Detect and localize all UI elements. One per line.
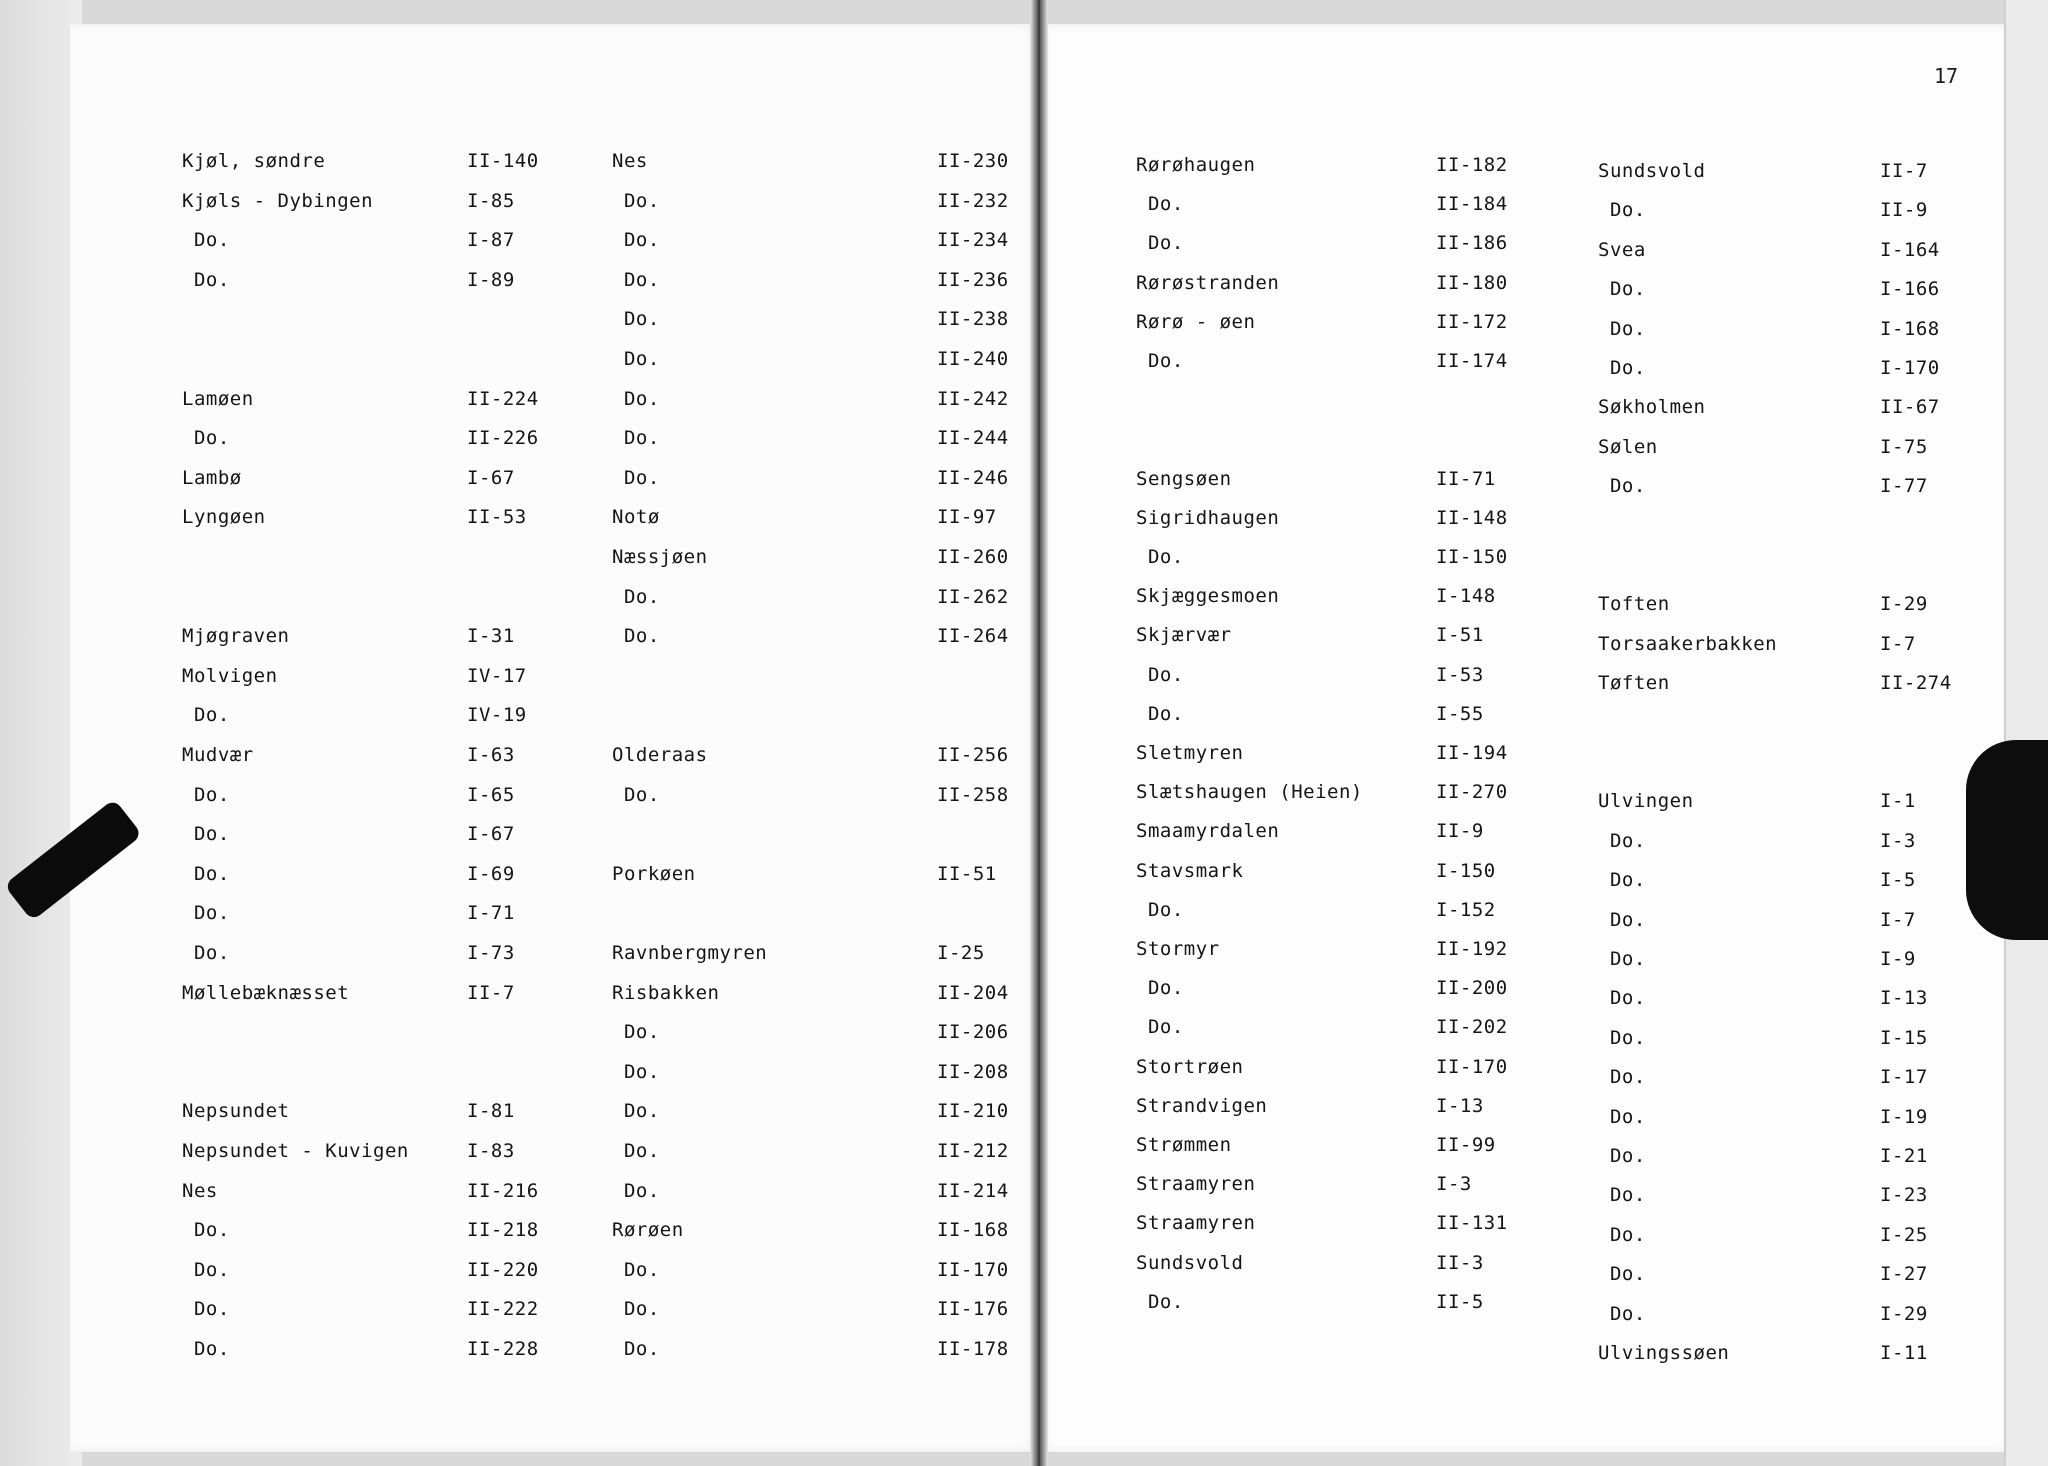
place-name: Do. xyxy=(182,823,230,846)
volume-reference: II-216 xyxy=(467,1179,539,1202)
volume-reference: I-21 xyxy=(1880,1145,1928,1167)
place-name: Do. xyxy=(1598,199,1646,222)
volume-reference: IV-19 xyxy=(467,704,527,727)
place-name: Do. xyxy=(1598,317,1646,340)
place-name: Sundsvold xyxy=(1598,160,1706,182)
volume-reference: II-182 xyxy=(1436,154,1508,176)
volume-reference: I-67 xyxy=(467,466,515,489)
volume-reference: II-172 xyxy=(1436,310,1508,333)
volume-reference: II-67 xyxy=(1880,396,1940,419)
volume-reference: II-236 xyxy=(937,268,1009,291)
book-gutter xyxy=(1030,0,1048,1466)
volume-reference: II-3 xyxy=(1436,1251,1484,1274)
volume-reference: I-23 xyxy=(1880,1184,1928,1207)
place-name: Do. xyxy=(182,229,230,252)
place-name: Risbakken xyxy=(612,981,720,1004)
volume-reference: II-140 xyxy=(467,150,539,172)
place-name: Lamøen xyxy=(182,387,254,410)
volume-reference: II-131 xyxy=(1436,1212,1508,1235)
volume-reference: I-27 xyxy=(1880,1263,1928,1286)
place-name: Torsaakerbakken xyxy=(1598,632,1778,655)
volume-reference: II-258 xyxy=(937,783,1009,806)
place-name: Do. xyxy=(182,902,230,925)
place-name: Do. xyxy=(1598,1184,1646,1207)
volume-reference: II-226 xyxy=(467,427,539,450)
place-name: Do. xyxy=(1598,869,1646,892)
place-name: Do. xyxy=(1598,475,1646,498)
place-name: Mudvær xyxy=(182,744,254,766)
place-name: Do. xyxy=(612,1179,660,1202)
place-name: Do. xyxy=(612,229,660,252)
volume-reference: II-150 xyxy=(1436,546,1508,568)
place-name: Lyngøen xyxy=(182,506,266,529)
place-name: Do. xyxy=(1598,987,1646,1010)
place-name: Mjøgraven xyxy=(182,625,290,648)
volume-reference: I-3 xyxy=(1436,1173,1472,1196)
volume-reference: II-170 xyxy=(1436,1055,1508,1078)
volume-reference: II-51 xyxy=(937,862,997,885)
place-name: Do. xyxy=(1136,1016,1184,1039)
volume-reference: II-176 xyxy=(937,1298,1009,1321)
place-name: Strandvigen xyxy=(1136,1094,1268,1117)
place-name: Do. xyxy=(1598,1263,1646,1286)
place-name: Do. xyxy=(1136,977,1184,1000)
place-name: Do. xyxy=(182,783,230,806)
place-name: Do. xyxy=(1136,898,1184,921)
volume-reference: II-240 xyxy=(937,348,1009,370)
volume-reference: I-9 xyxy=(1880,948,1916,970)
place-name: Do. xyxy=(182,268,230,291)
place-name: Næssjøen xyxy=(612,546,708,568)
volume-reference: II-246 xyxy=(937,466,1009,489)
place-name: Do. xyxy=(182,1298,230,1321)
place-name: Stortrøen xyxy=(1136,1055,1244,1078)
place-name: Nepsundet xyxy=(182,1100,290,1123)
place-name: Do. xyxy=(1598,948,1646,970)
scan-background-right xyxy=(2004,0,2048,1466)
place-name: Do. xyxy=(612,427,660,450)
volume-reference: II-222 xyxy=(467,1298,539,1321)
place-name: Smaamyrdalen xyxy=(1136,820,1280,843)
volume-reference: I-53 xyxy=(1436,663,1484,686)
place-name: Kjøl, søndre xyxy=(182,150,326,172)
volume-reference: I-1 xyxy=(1880,790,1916,813)
place-name: Rørøhaugen xyxy=(1136,154,1256,176)
place-name: Do. xyxy=(612,1298,660,1321)
volume-reference: II-210 xyxy=(937,1100,1009,1123)
place-name: Rørø - øen xyxy=(1136,310,1256,333)
volume-reference: II-212 xyxy=(937,1140,1009,1162)
place-name: Do. xyxy=(1136,232,1184,255)
place-name: Stavsmark xyxy=(1136,859,1244,882)
volume-reference: II-180 xyxy=(1436,271,1508,294)
volume-reference: II-194 xyxy=(1436,742,1508,764)
place-name: Sundsvold xyxy=(1136,1251,1244,1274)
volume-reference: II-274 xyxy=(1880,672,1952,695)
volume-reference: I-170 xyxy=(1880,357,1940,379)
volume-reference: II-184 xyxy=(1436,193,1508,216)
page-clip-right-icon xyxy=(1966,740,2048,940)
volume-reference: I-3 xyxy=(1880,829,1916,852)
place-name: Do. xyxy=(612,1100,660,1123)
place-name: Do. xyxy=(1598,278,1646,301)
place-name: Nepsundet - Kuvigen xyxy=(182,1140,409,1162)
volume-reference: II-148 xyxy=(1436,506,1508,529)
volume-reference: I-13 xyxy=(1880,987,1928,1010)
place-name: Lambø xyxy=(182,466,242,489)
place-name: Do. xyxy=(1598,357,1646,379)
volume-reference: I-152 xyxy=(1436,898,1496,921)
place-name: Do. xyxy=(1598,1145,1646,1167)
place-name: Nes xyxy=(612,150,648,172)
place-name: Do. xyxy=(1598,1026,1646,1049)
place-name: Søkholmen xyxy=(1598,396,1706,419)
volume-reference: I-25 xyxy=(937,942,985,964)
volume-reference: I-168 xyxy=(1880,317,1940,340)
place-name: Do. xyxy=(612,1060,660,1083)
volume-reference: I-73 xyxy=(467,942,515,964)
volume-reference: II-262 xyxy=(937,585,1009,608)
volume-reference: II-224 xyxy=(467,387,539,410)
volume-reference: II-270 xyxy=(1436,781,1508,804)
volume-reference: I-65 xyxy=(467,783,515,806)
place-name: Do. xyxy=(182,1338,230,1360)
volume-reference: I-150 xyxy=(1436,859,1496,882)
page-number: 17 xyxy=(1934,64,1959,88)
place-name: Ravnbergmyren xyxy=(612,942,768,964)
place-name: Toften xyxy=(1598,593,1670,616)
place-name: Do. xyxy=(1598,908,1646,931)
place-name: Do. xyxy=(612,1140,660,1162)
volume-reference: II-230 xyxy=(937,150,1009,172)
volume-reference: II-232 xyxy=(937,189,1009,212)
volume-reference: II-9 xyxy=(1880,199,1928,222)
place-name: Do. xyxy=(182,704,230,727)
place-name: Do. xyxy=(182,1219,230,1242)
place-name: Olderaas xyxy=(612,744,708,766)
place-name: Sletmyren xyxy=(1136,742,1244,764)
volume-reference: I-25 xyxy=(1880,1223,1928,1246)
place-name: Do. xyxy=(1136,702,1184,725)
volume-reference: I-55 xyxy=(1436,702,1484,725)
volume-reference: II-178 xyxy=(937,1338,1009,1360)
place-name: Do. xyxy=(1136,1290,1184,1313)
place-name: Do. xyxy=(612,308,660,331)
volume-reference: II-208 xyxy=(937,1060,1009,1083)
volume-reference: I-77 xyxy=(1880,475,1928,498)
volume-reference: I-83 xyxy=(467,1140,515,1162)
volume-reference: I-87 xyxy=(467,229,515,252)
volume-reference: I-11 xyxy=(1880,1342,1928,1364)
volume-reference: II-97 xyxy=(937,506,997,529)
place-name: Ulvingen xyxy=(1598,790,1694,813)
place-name: Sengsøen xyxy=(1136,467,1232,490)
place-name: Do. xyxy=(1136,663,1184,686)
volume-reference: I-85 xyxy=(467,189,515,212)
place-name: Strømmen xyxy=(1136,1134,1232,1156)
place-name: Do. xyxy=(612,189,660,212)
volume-reference: I-7 xyxy=(1880,632,1916,655)
volume-reference: I-67 xyxy=(467,823,515,846)
place-name: Do. xyxy=(1598,1302,1646,1325)
volume-reference: I-29 xyxy=(1880,593,1928,616)
volume-reference: I-164 xyxy=(1880,238,1940,261)
volume-reference: I-13 xyxy=(1436,1094,1484,1117)
volume-reference: I-63 xyxy=(467,744,515,766)
volume-reference: II-192 xyxy=(1436,938,1508,960)
volume-reference: I-17 xyxy=(1880,1066,1928,1089)
volume-reference: I-29 xyxy=(1880,1302,1928,1325)
volume-reference: II-200 xyxy=(1436,977,1508,1000)
place-name: Do. xyxy=(612,585,660,608)
place-name: Do. xyxy=(612,783,660,806)
place-name: Do. xyxy=(182,1258,230,1281)
volume-reference: I-75 xyxy=(1880,435,1928,458)
volume-reference: II-204 xyxy=(937,981,1009,1004)
volume-reference: II-5 xyxy=(1436,1290,1484,1313)
place-name: Do. xyxy=(612,1338,660,1360)
place-name: Do. xyxy=(182,862,230,885)
volume-reference: I-31 xyxy=(467,625,515,648)
place-name: Do. xyxy=(612,466,660,489)
place-name: Porkøen xyxy=(612,862,696,885)
place-name: Do. xyxy=(1136,350,1184,372)
place-name: Kjøls - Dybingen xyxy=(182,189,374,212)
place-name: Do. xyxy=(612,348,660,370)
volume-reference: II-220 xyxy=(467,1258,539,1281)
volume-reference: I-81 xyxy=(467,1100,515,1123)
place-name: Straamyren xyxy=(1136,1212,1256,1235)
place-name: Do. xyxy=(182,942,230,964)
volume-reference: I-51 xyxy=(1436,624,1484,647)
place-name: Sigridhaugen xyxy=(1136,506,1280,529)
volume-reference: I-148 xyxy=(1436,585,1496,608)
volume-reference: II-228 xyxy=(467,1338,539,1360)
place-name: Slætshaugen (Heien) xyxy=(1136,781,1363,804)
volume-reference: II-53 xyxy=(467,506,527,529)
volume-reference: II-214 xyxy=(937,1179,1009,1202)
volume-reference: I-7 xyxy=(1880,908,1916,931)
place-name: Do. xyxy=(612,625,660,648)
volume-reference: IV-17 xyxy=(467,664,527,687)
volume-reference: II-186 xyxy=(1436,232,1508,255)
volume-reference: II-264 xyxy=(937,625,1009,648)
place-name: Do. xyxy=(1136,193,1184,216)
place-name: Rørøen xyxy=(612,1219,684,1242)
volume-reference: II-202 xyxy=(1436,1016,1508,1039)
place-name: Rørøstranden xyxy=(1136,271,1280,294)
place-name: Møllebæknæsset xyxy=(182,981,350,1004)
volume-reference: I-5 xyxy=(1880,869,1916,892)
place-name: Skjæggesmoen xyxy=(1136,585,1280,608)
volume-reference: II-168 xyxy=(937,1219,1009,1242)
place-name: Ulvingssøen xyxy=(1598,1342,1730,1364)
place-name: Nes xyxy=(182,1179,218,1202)
place-name: Do. xyxy=(612,1258,660,1281)
volume-reference: II-174 xyxy=(1436,350,1508,372)
volume-reference: II-99 xyxy=(1436,1134,1496,1156)
place-name: Tøften xyxy=(1598,672,1670,695)
volume-reference: II-71 xyxy=(1436,467,1496,490)
volume-reference: I-69 xyxy=(467,862,515,885)
volume-reference: II-238 xyxy=(937,308,1009,331)
volume-reference: I-89 xyxy=(467,268,515,291)
place-name: Molvigen xyxy=(182,664,278,687)
volume-reference: II-260 xyxy=(937,546,1009,568)
volume-reference: II-7 xyxy=(1880,160,1928,182)
volume-reference: II-256 xyxy=(937,744,1009,766)
volume-reference: I-71 xyxy=(467,902,515,925)
place-name: Do. xyxy=(1598,1223,1646,1246)
place-name: Stormyr xyxy=(1136,938,1220,960)
volume-reference: I-19 xyxy=(1880,1105,1928,1128)
place-name: Do. xyxy=(1598,1105,1646,1128)
place-name: Do. xyxy=(1136,546,1184,568)
volume-reference: II-242 xyxy=(937,387,1009,410)
place-name: Svea xyxy=(1598,238,1646,261)
place-name: Do. xyxy=(612,1021,660,1044)
volume-reference: II-170 xyxy=(937,1258,1009,1281)
place-name: Straamyren xyxy=(1136,1173,1256,1196)
volume-reference: I-15 xyxy=(1880,1026,1928,1049)
place-name: Notø xyxy=(612,506,660,529)
place-name: Do. xyxy=(612,268,660,291)
volume-reference: II-206 xyxy=(937,1021,1009,1044)
place-name: Do. xyxy=(612,387,660,410)
place-name: Do. xyxy=(1598,829,1646,852)
place-name: Sølen xyxy=(1598,435,1658,458)
place-name: Skjærvær xyxy=(1136,624,1232,647)
volume-reference: II-7 xyxy=(467,981,515,1004)
place-name: Do. xyxy=(1598,1066,1646,1089)
place-name: Do. xyxy=(182,427,230,450)
volume-reference: II-234 xyxy=(937,229,1009,252)
volume-reference: I-166 xyxy=(1880,278,1940,301)
volume-reference: II-9 xyxy=(1436,820,1484,843)
volume-reference: II-218 xyxy=(467,1219,539,1242)
volume-reference: II-244 xyxy=(937,427,1009,450)
